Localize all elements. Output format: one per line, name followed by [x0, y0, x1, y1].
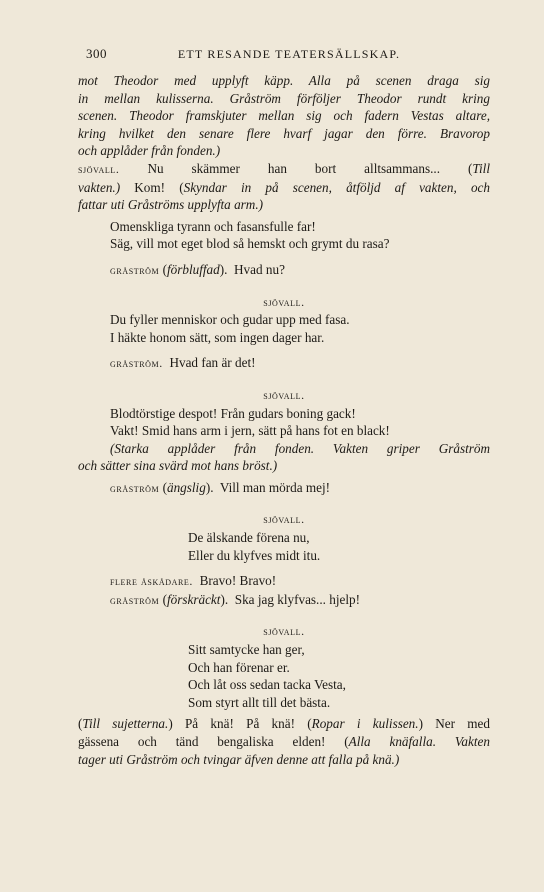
stage-text: förskräckt [166, 591, 221, 607]
stage-text: Till sujetterna. [82, 716, 169, 732]
text-line: tager uti Gråström och tvingar äfven denne att falla på knä.) [78, 751, 400, 767]
verse-line: I häkte honom sätt, som ingen dager har. [110, 329, 325, 345]
running-title: ETT RESANDE TEATERSÄLLSKAP. [177, 47, 401, 61]
stage-text: vakten.) [78, 179, 121, 195]
speaker-name: gråström [110, 262, 160, 277]
stage-text: ängslig [166, 479, 206, 495]
stage-direction-3b: och sätter sina svärd mot hans bröst.) [78, 458, 278, 474]
dialogue-text: Nu skämmer han bort alltsammans... ( [147, 160, 473, 176]
text-line: scenen. Theodor framskjuter mellan sig och fadern Vestas altare, [78, 108, 490, 124]
text-line: (Till sujetterna.) På knä! På knä! (Ropar i kulissen.) Ner med [78, 716, 490, 732]
speaker-name: gråström [110, 480, 160, 495]
speaker-name: gråström [110, 592, 160, 607]
verse-line: Blodtörstige despot! Från gudars boning gack! [110, 405, 356, 421]
text-line: och applåder från fonden.) [78, 143, 221, 159]
verse-block-4 [78, 529, 490, 564]
verse-line: De älskande förena nu, [188, 530, 310, 546]
stage-text: Till [472, 160, 490, 176]
stage-text: förbluffad [166, 261, 220, 277]
speaker-name: gråström. [110, 356, 163, 371]
verse-block-5 [78, 641, 490, 711]
verse-block-3 [78, 405, 490, 440]
dialogue-text: Kom! ( [120, 179, 184, 195]
stage-text: tager uti Gråström och tvingar äfven denne att falla på knä. [78, 751, 395, 767]
dialogue-text: gässena och tänd bengaliska elden! [78, 734, 326, 749]
stage-direction-2: fattar uti Gråströms upplyfta arm.) [78, 197, 264, 213]
verse-line: Vakt! Smid hans arm i jern, sätt på hans fot en black! [110, 423, 390, 439]
dialogue-text: Bravo! Bravo! [199, 573, 277, 589]
verse-line: Och låt oss sedan tacka Vesta, [188, 677, 346, 693]
speaker-name: sjövall. [78, 161, 120, 176]
dialogue-text: Ska jag klyfvas... hjelp! [234, 591, 361, 607]
dialogue-text: Hvad fan är det! [169, 355, 256, 371]
text-line: mot Theodor med upplyft käpp. Alla på scenen draga sig [78, 73, 490, 88]
stage-text: Alla knäfalla. Vakten [348, 734, 490, 749]
page-number: 300 [86, 46, 107, 61]
speaker-heading: sjövall. [263, 512, 305, 527]
text-line: gässena och tänd bengaliska elden! (Alla knäfalla. Vakten [78, 734, 490, 749]
dialogue-text: Vill man mörda mej! [219, 479, 331, 495]
verse-line: Som styrt allt till det bästa. [188, 694, 331, 710]
dialogue-text: På knä! På knä! [184, 716, 295, 732]
stage-direction-1 [78, 72, 490, 160]
dialogue-text: Ner med [435, 716, 490, 732]
verse-line: Omenskliga tyrann och fasansfulle far! [110, 218, 316, 234]
stage-direction-3a: (Starka applåder från fonden. Vakten griper Gråström [110, 440, 490, 456]
text-line: in mellan kulisserna. Gråström förföljer Theodor rundt kring [78, 90, 490, 106]
dialogue-grastrom-2 [78, 354, 490, 373]
verse-line: Du fyller menniskor och gudar upp med fasa. [110, 312, 350, 328]
stage-text: Ropar i kulissen. [311, 716, 419, 732]
verse-line: Och han förenar er. [188, 659, 290, 675]
verse-line: Säg, vill mot eget blod så hemskt och grymt du rasa? [110, 236, 390, 252]
final-passage [78, 715, 490, 768]
stage-text: Skyndar in på scenen, åtföljd af vakten, och [183, 179, 490, 195]
verse-line: Sitt samtycke han ger, [188, 642, 305, 658]
speaker-heading: sjövall. [263, 387, 305, 402]
verse-line: Eller du klyfves midt itu. [188, 547, 321, 563]
dialogue-flere [78, 572, 490, 591]
dialogue-grastrom-3: gråström (ängslig). Vill man mörda mej! [110, 479, 331, 495]
dialogue-grastrom-1: gråström (förbluffad). Hvad nu? [110, 261, 285, 277]
verse-block-1 [78, 218, 490, 253]
dialogue-grastrom-4: gråström (förskräckt). Ska jag klyfvas... hjelp! [110, 591, 361, 607]
speaker-heading: sjövall. [263, 294, 305, 309]
speaker-name: flere åskådare. [110, 574, 194, 589]
dialogue-sjovall-1 [78, 160, 490, 179]
speaker-heading: sjövall. [263, 624, 305, 639]
dialogue-vakten [78, 179, 490, 197]
dialogue-text: Hvad nu? [234, 261, 285, 277]
page-body [78, 72, 490, 768]
verse-block-2 [78, 311, 490, 346]
text-line: kring hvilket den senare flere hvarf jagar den förre. Bravorop [78, 125, 490, 141]
